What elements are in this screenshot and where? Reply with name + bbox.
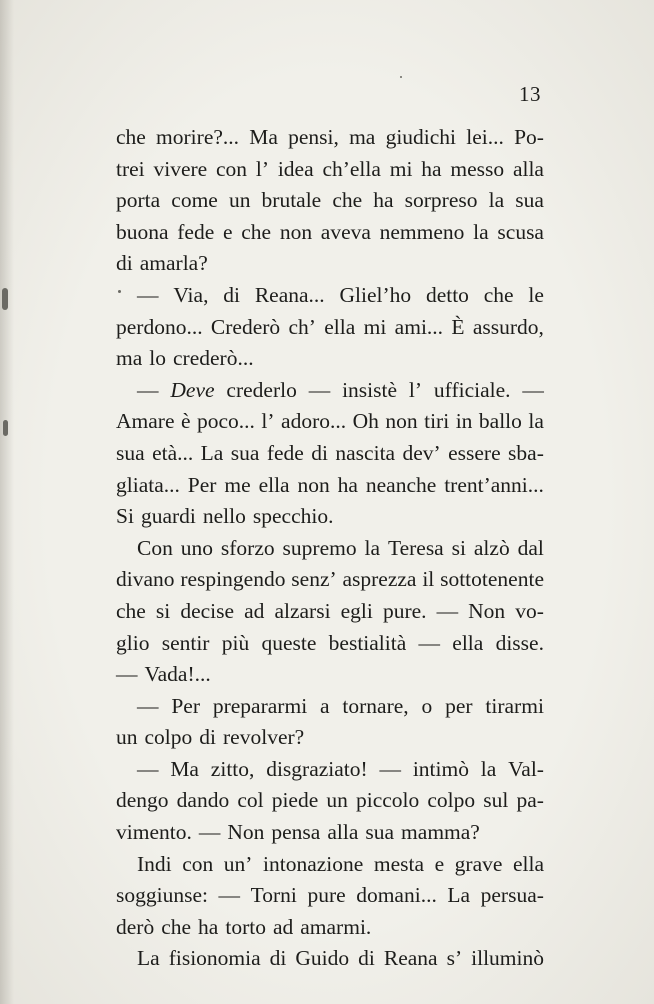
- word: alla: [327, 820, 359, 845]
- word: fisionomia: [168, 946, 261, 971]
- word: sua: [116, 440, 145, 465]
- word: La: [200, 440, 224, 465]
- word: intimò: [412, 756, 469, 781]
- text-line: [116, 438, 544, 470]
- word: alzarsi: [274, 598, 331, 623]
- word: —: [137, 693, 159, 718]
- word: ufficiale.: [433, 377, 511, 402]
- word: Per: [171, 693, 201, 718]
- word: Guido: [295, 946, 350, 971]
- word: supremo: [282, 535, 357, 560]
- word: Ma: [249, 125, 278, 149]
- word: —: [418, 630, 441, 655]
- word: Indi: [137, 851, 172, 876]
- word: che: [161, 914, 192, 939]
- word: col: [237, 788, 264, 813]
- word: Teresa: [387, 535, 444, 560]
- word: di: [269, 946, 287, 971]
- word: la: [480, 756, 497, 781]
- word: sua: [230, 440, 260, 465]
- scan-speck: [118, 290, 121, 293]
- word: ami...: [394, 314, 444, 339]
- word: detto: [425, 282, 469, 307]
- word: un’: [223, 851, 253, 876]
- word: pure: [307, 883, 346, 908]
- word: —: [116, 662, 138, 687]
- word: per: [445, 693, 473, 718]
- word: ad: [272, 914, 294, 939]
- text-line: [116, 248, 544, 280]
- word: porta: [116, 188, 161, 213]
- word: Crederò: [210, 314, 281, 339]
- scan-speck: [3, 420, 8, 436]
- word: ma: [116, 346, 143, 371]
- word: disse.: [495, 630, 544, 655]
- word: dal: [517, 535, 544, 560]
- word: sua: [365, 820, 395, 845]
- word: me: [224, 472, 251, 497]
- word: nascita: [335, 440, 396, 465]
- word: egli: [340, 598, 373, 623]
- word: respingendo: [180, 567, 286, 592]
- word: è: [180, 409, 191, 434]
- word: prepararmi: [212, 693, 308, 718]
- word: l’: [261, 409, 275, 434]
- word: crederò...: [173, 346, 254, 371]
- word: mi: [363, 314, 387, 339]
- word: decise: [180, 598, 235, 623]
- word: pensi,: [288, 125, 339, 149]
- text-line: [116, 406, 544, 438]
- word: nemmeno: [379, 219, 465, 244]
- word: che: [332, 188, 363, 213]
- text-line: [116, 912, 544, 944]
- word: di: [358, 946, 375, 971]
- word: ch’ella: [322, 156, 381, 181]
- word: zitto,: [210, 756, 255, 781]
- text-line: [116, 722, 544, 754]
- word: ha: [337, 472, 358, 497]
- word: pensa: [271, 820, 321, 845]
- word: assurdo,: [472, 314, 544, 339]
- word: Si: [116, 504, 134, 529]
- word: Val-: [508, 756, 544, 781]
- word: mesta: [373, 851, 425, 876]
- word: si: [451, 535, 466, 560]
- word: le: [528, 282, 544, 307]
- word: specchio.: [252, 504, 334, 529]
- text-line: [116, 501, 544, 533]
- word: come: [171, 188, 218, 213]
- word: asprezza: [342, 567, 417, 592]
- word: che: [116, 125, 146, 149]
- word: s’: [446, 946, 463, 971]
- word: la: [473, 219, 489, 244]
- body-text: [116, 122, 544, 975]
- word: aveva: [320, 219, 371, 244]
- word: buona: [116, 219, 169, 244]
- word: Via,: [173, 282, 209, 307]
- text-line: [116, 659, 544, 691]
- word: sforzo: [220, 535, 275, 560]
- text-line: [116, 312, 544, 344]
- word: lei...: [466, 125, 504, 149]
- text-line: [116, 154, 544, 186]
- word: un: [116, 725, 138, 750]
- word: dando: [176, 788, 230, 813]
- word: il: [422, 567, 435, 592]
- word: Per: [187, 472, 217, 497]
- word: ma: [349, 125, 376, 149]
- word: scusa: [497, 219, 544, 244]
- word: Ma: [170, 756, 199, 781]
- word: Non: [227, 820, 265, 845]
- word: mamma?: [401, 820, 480, 845]
- text-line: [116, 628, 544, 660]
- word: intonazione: [263, 851, 364, 876]
- word: Deve: [170, 377, 215, 402]
- word: Vada!...: [144, 662, 211, 687]
- page-number: 13: [519, 82, 541, 106]
- text-line: [116, 754, 544, 786]
- word: brutale: [261, 188, 322, 213]
- word: non: [297, 472, 330, 497]
- word: colpo: [427, 788, 476, 813]
- word: sua: [515, 188, 544, 213]
- word: soggiunse:: [116, 883, 208, 908]
- word: sottotenente: [440, 567, 544, 592]
- word: Con: [137, 535, 173, 560]
- word: Torni: [250, 883, 297, 908]
- word: —: [436, 598, 459, 623]
- word: non: [385, 409, 418, 434]
- word: un: [228, 188, 251, 213]
- word: ch’: [288, 314, 316, 339]
- word: o: [421, 693, 433, 718]
- word: ha: [373, 188, 394, 213]
- text-line: [116, 533, 544, 565]
- word: senz’: [291, 567, 337, 592]
- word: e: [222, 219, 233, 244]
- word: età...: [152, 440, 194, 465]
- text-line: [116, 470, 544, 502]
- word: ella: [324, 314, 356, 339]
- word: un: [326, 788, 348, 813]
- word: di: [116, 251, 133, 276]
- word: a: [320, 693, 330, 718]
- word: ella: [258, 472, 290, 497]
- word: neanche: [365, 472, 437, 497]
- word: Non: [468, 598, 506, 623]
- word: La: [137, 946, 160, 971]
- word: disgraziato!: [266, 756, 368, 781]
- word: Reana...: [254, 282, 325, 307]
- word: Po-: [514, 125, 544, 149]
- word: con: [182, 851, 214, 876]
- word: —: [137, 756, 159, 781]
- word: —: [198, 820, 221, 845]
- word: tornare,: [342, 693, 409, 718]
- text-line: [116, 849, 544, 881]
- word: fede: [266, 440, 304, 465]
- word: —: [218, 883, 241, 908]
- word: sul: [483, 788, 509, 813]
- word: revolver?: [223, 725, 305, 750]
- word: adoro...: [281, 409, 347, 434]
- word: di: [311, 440, 328, 465]
- word: ella: [452, 630, 484, 655]
- word: giudichi: [385, 125, 457, 149]
- word: derò: [116, 914, 155, 939]
- word: in: [455, 409, 473, 434]
- word: che: [241, 219, 272, 244]
- word: divano: [116, 567, 175, 592]
- word: ad: [244, 598, 265, 623]
- text-line: [116, 785, 544, 817]
- text-line: [116, 375, 544, 407]
- text-line: [116, 122, 544, 154]
- word: glio: [116, 630, 150, 655]
- word: tiri: [424, 409, 450, 434]
- scan-speck: [2, 288, 8, 310]
- word: amarmi.: [300, 914, 372, 939]
- word: si: [155, 598, 171, 623]
- text-line: [116, 185, 544, 217]
- word: sba-: [508, 440, 544, 465]
- word: Gliel’ho: [339, 282, 412, 307]
- text-line: [116, 691, 544, 723]
- word: di: [199, 725, 217, 750]
- text-line: [116, 343, 544, 375]
- word: guardi: [140, 504, 196, 529]
- word: La: [447, 883, 471, 908]
- word: pa-: [516, 788, 544, 813]
- word: illuminò: [471, 946, 544, 971]
- word: messo: [450, 156, 505, 181]
- word: ha: [198, 914, 219, 939]
- word: domani...: [356, 883, 437, 908]
- word: l’: [408, 377, 423, 402]
- word: —: [379, 756, 402, 781]
- word: lo: [149, 346, 167, 371]
- word: fede: [177, 219, 215, 244]
- word: poco...: [197, 409, 255, 434]
- word: Amare: [116, 409, 175, 434]
- word: ella: [512, 851, 544, 876]
- word: nello: [202, 504, 246, 529]
- word: trei: [116, 156, 145, 181]
- word: di: [223, 282, 240, 307]
- text-line: [116, 596, 544, 628]
- word: dengo: [116, 788, 169, 813]
- word: l’: [255, 156, 269, 181]
- word: vo-: [515, 598, 544, 623]
- word: queste: [261, 630, 317, 655]
- word: la: [528, 409, 544, 434]
- text-line: [116, 943, 544, 975]
- word: torto: [225, 914, 266, 939]
- scan-speck: [400, 76, 402, 78]
- word: e: [434, 851, 445, 876]
- word: vimento.: [116, 820, 192, 845]
- word: amarla?: [139, 251, 208, 276]
- word: alla: [512, 156, 544, 181]
- word: alzò: [473, 535, 510, 560]
- word: —: [308, 377, 331, 402]
- word: bestialità: [328, 630, 407, 655]
- word: sorpreso: [404, 188, 478, 213]
- word: che: [116, 598, 146, 623]
- word: Reana: [383, 946, 438, 971]
- word: pure.: [382, 598, 427, 623]
- word: colpo: [144, 725, 193, 750]
- word: —: [522, 377, 544, 402]
- word: idea: [277, 156, 314, 181]
- word: dev’: [402, 440, 441, 465]
- word: crederlo: [226, 377, 297, 402]
- word: sentir: [161, 630, 210, 655]
- word: ballo: [478, 409, 522, 434]
- word: È: [451, 314, 465, 339]
- word: gliata...: [116, 472, 180, 497]
- word: Oh: [352, 409, 379, 434]
- text-line: [116, 817, 544, 849]
- text-line: [116, 217, 544, 249]
- word: persua-: [480, 883, 544, 908]
- word: piede: [271, 788, 319, 813]
- word: insistè: [342, 377, 398, 402]
- word: ha: [421, 156, 442, 181]
- text-line: [116, 564, 544, 596]
- word: la: [488, 188, 505, 213]
- word: trent’anni...: [444, 472, 544, 497]
- word: —: [137, 377, 159, 402]
- word: uno: [180, 535, 213, 560]
- page-edge-shadow: [0, 0, 14, 1004]
- word: che: [483, 282, 514, 307]
- text-line: [116, 880, 544, 912]
- text-line: [116, 280, 544, 312]
- word: perdono...: [116, 314, 203, 339]
- word: più: [221, 630, 250, 655]
- word: non: [279, 219, 313, 244]
- word: vivere: [153, 156, 208, 181]
- word: con: [216, 156, 248, 181]
- word: morire?...: [156, 125, 240, 149]
- word: tirarmi: [485, 693, 544, 718]
- word: grave: [454, 851, 503, 876]
- word: piccolo: [355, 788, 420, 813]
- word: mi: [389, 156, 413, 181]
- word: la: [364, 535, 381, 560]
- word: —: [137, 282, 159, 307]
- word: essere: [448, 440, 501, 465]
